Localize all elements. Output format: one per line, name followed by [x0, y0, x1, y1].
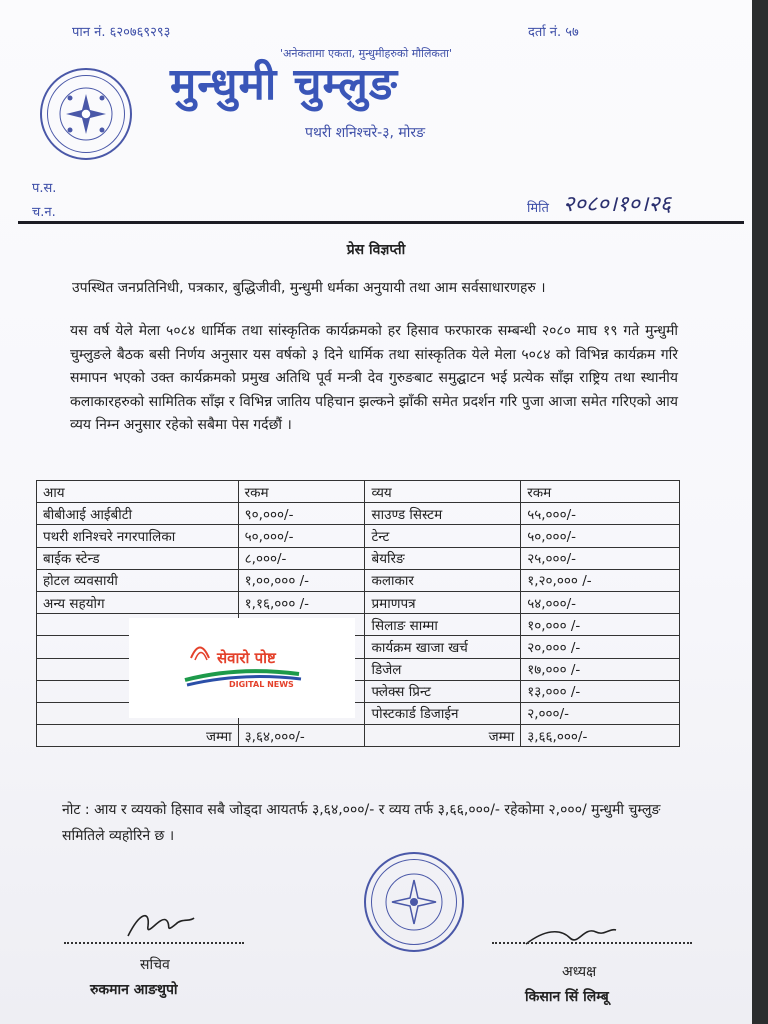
- header-income: आय: [37, 481, 239, 503]
- income-item: बाईक स्टेन्ड: [37, 547, 239, 569]
- expense-item: सिलाङ साम्मा: [365, 614, 521, 636]
- expense-amount: २,०००/-: [521, 702, 680, 724]
- greeting-line: उपस्थित जनप्रतिनिधी, पत्रकार, बुद्धिजीवी, मुन्धुमी धर्मका अनुयायी तथा आम सर्वसाधारणहरु ।: [72, 280, 546, 296]
- stamp-emblem-icon: [364, 852, 464, 952]
- body-paragraph: यस वर्ष येले मेला ५०८४ धार्मिक तथा सांस्कृतिक कार्यक्रमको हर हिसाव फरफारक सम्बन्धी २०८० माघ १९ गते मुन्धुमी चुम्लुङले बैठक बसी निर्णय अनुसार यस वर्षको ३ दिने धार्मिक तथा सांस्कृतिक येले मेला ५०८४ को विभिन्न कार्यक्रम गरि समापन भएको उक्त कार्यक्रमको प्रमुख अतिथि पूर्व मन्त्री देव गुरुङबाट समुद्घाटन भई प्रत्येक साँझ राष्ट्रिय तथा स्थानीय कलाकारहरुको सामितिक साँझ र विभिन्न जातिय पहिचान झल्कने झाँकी समेत प्रदर्शन गरि पुजा आजा समेत गरिएको आय व्यय निम्न अनुसार रहेको सबैमा पेस गर्दछौं ।: [70, 323, 678, 433]
- total-expense-value: ३,६६,०००/-: [521, 725, 680, 747]
- expense-amount: २५,०००/-: [521, 547, 680, 569]
- expense-item: पोस्टकार्ड डिजाईन: [365, 702, 521, 724]
- compass-emblem-icon: [40, 68, 132, 160]
- expense-item: कार्यक्रम खाजा खर्च: [365, 636, 521, 658]
- table-row: [37, 547, 680, 569]
- expense-item: फ्लेक्स प्रिन्ट: [365, 680, 521, 702]
- reference-cn: च.न.: [32, 205, 56, 220]
- header-amount: रकम: [238, 481, 365, 503]
- expense-amount: ५४,०००/-: [521, 591, 680, 613]
- expense-amount: १०,००० /-: [521, 614, 680, 636]
- income-amount: ९०,०००/-: [238, 503, 365, 525]
- expense-amount: १,२०,००० /-: [521, 569, 680, 591]
- document-title: प्रेस विज्ञप्ती: [346, 242, 406, 258]
- expense-amount: १७,००० /-: [521, 658, 680, 680]
- income-amount: ८,०००/-: [238, 547, 365, 569]
- expense-item: प्रमाणपत्र: [365, 591, 521, 613]
- reference-ps: प.स.: [32, 181, 57, 196]
- secretary-signature-line: [64, 942, 244, 944]
- expense-item: कलाकार: [365, 569, 521, 591]
- official-stamp: [364, 852, 464, 952]
- expense-item: टेन्ट: [365, 525, 521, 547]
- header-expense: व्यय: [365, 481, 521, 503]
- watermark-subtitle: DIGITAL NEWS: [229, 680, 294, 689]
- income-item: पथरी शनिश्चरे नगरपालिका: [37, 525, 239, 547]
- income-item: अन्य सहयोग: [37, 591, 239, 613]
- secretary-name: रुकमान आङथुपो: [90, 982, 178, 998]
- table-total-row: [37, 725, 680, 747]
- registration-number: दर्ता नं. ५७: [528, 25, 579, 40]
- income-amount: १,००,००० /-: [238, 569, 365, 591]
- chairperson-name: किसान सिं लिम्बू: [525, 989, 609, 1005]
- total-income-label: जम्मा: [37, 725, 239, 747]
- secretary-role: सचिव: [140, 957, 170, 973]
- chairperson-signature-line: [492, 942, 692, 944]
- income-amount: ५०,०००/-: [238, 525, 365, 547]
- table-row: [37, 503, 680, 525]
- table-row: [37, 525, 680, 547]
- income-item: होटल व्यवसायी: [37, 569, 239, 591]
- organization-logo: [40, 68, 132, 160]
- expense-item: बेयरिङ: [365, 547, 521, 569]
- date-label: मिति: [527, 201, 549, 216]
- note-paragraph: नोट : आय र व्ययको हिसाव सबै जोड्दा आयतर्फ ३,६४,०००/- र व्यय तर्फ ३,६६,०००/- रहेकोमा २,०००/ मुन्धुमी चुम्लुङ समितिले व्यहोरिने छ ।: [62, 802, 661, 844]
- income-amount: १,१६,००० /-: [238, 591, 365, 613]
- header-amount: रकम: [521, 481, 680, 503]
- motto: 'अनेकतामा एकता, मुन्धुमीहरुको मौलिकता': [280, 47, 453, 60]
- table-row: [37, 591, 680, 613]
- expense-item: साउण्ड सिस्टम: [365, 503, 521, 525]
- organization-name: मुन्धुमी चुम्लुङ: [170, 59, 398, 110]
- expense-amount: २०,००० /-: [521, 636, 680, 658]
- watermark-logo-icon: [129, 618, 355, 718]
- expense-amount: ५५,०००/-: [521, 503, 680, 525]
- expense-amount: ५०,०००/-: [521, 525, 680, 547]
- secretary-signature-icon: [120, 906, 200, 942]
- header-divider: [18, 221, 744, 224]
- income-item: बीबीआई आईबीटी: [37, 503, 239, 525]
- organization-address: पथरी शनिश्चरे-३, मोरङ: [305, 125, 426, 141]
- chairperson-role: अध्यक्ष: [562, 964, 597, 980]
- pan-number: पान नं. ६२०७६९२९३: [72, 25, 171, 40]
- table-row: [37, 569, 680, 591]
- news-watermark: [129, 618, 355, 718]
- total-income-value: ३,६४,०००/-: [238, 725, 365, 747]
- watermark-title: सेवारो पोष्ट: [217, 649, 276, 667]
- chairperson-signature-icon: [520, 920, 620, 954]
- table-header-row: [37, 481, 680, 503]
- date-value: २०८०।१०।२६: [563, 192, 672, 217]
- expense-item: डिजेल: [365, 658, 521, 680]
- expense-amount: १३,००० /-: [521, 680, 680, 702]
- total-expense-label: जम्मा: [365, 725, 521, 747]
